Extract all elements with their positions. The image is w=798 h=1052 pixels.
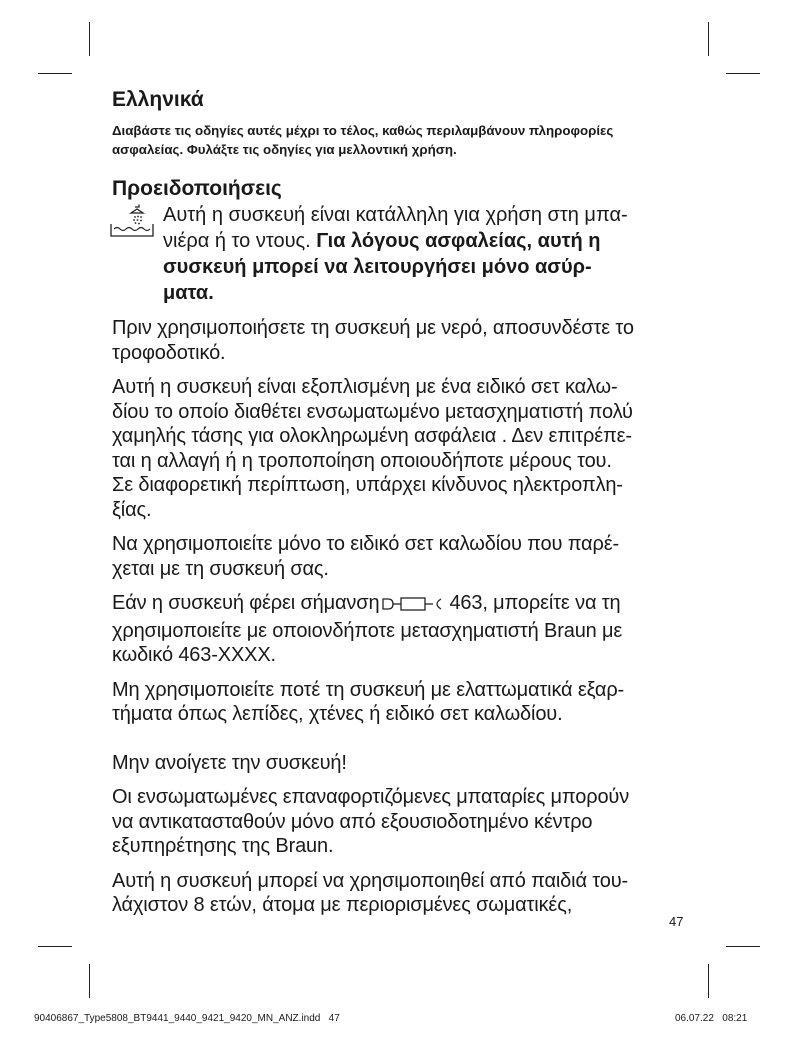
paragraph-do-not-open: Μην ανοίγετε την συσκευή! xyxy=(112,751,347,774)
bath-shower-icon xyxy=(109,202,163,243)
paragraph-use-cord: Να χρησιμοποιείτε μόνο το ειδικό σετ καλωδίου που παρέ- χεται με τη συσκευή σας. xyxy=(112,533,619,580)
crop-mark-top-left xyxy=(89,22,90,56)
crop-mark-top-right-h xyxy=(726,73,760,74)
page-content xyxy=(112,88,692,918)
paragraph-defective-parts: Μη χρησιμοποιείτε ποτέ τη συσκευή με ελαττωματικά εξαρ- τήματα όπως λεπίδες, χτένες ή ειδικό σετ καλωδίου. xyxy=(112,678,625,725)
footer-file-name: 90406867_Type5808_BT9441_9440_9421_9420_MN_ANZ.indd 47 xyxy=(34,1013,340,1024)
crop-mark-bottom-right-h xyxy=(726,946,760,947)
crop-mark-top-right xyxy=(708,22,709,56)
page-number: 47 xyxy=(669,914,684,929)
crop-mark-top-left-h xyxy=(38,73,72,74)
paragraph-disconnect: Πριν χρησιμοποιήσετε τη συσκευή με νερό, αποσυνδέστε το τροφοδοτικό. xyxy=(112,317,634,364)
crop-mark-bottom-left-h xyxy=(38,946,72,947)
section-title: Προειδοποιήσεις xyxy=(112,177,282,200)
paragraph-cord-set: Αυτή η συσκευή είναι εξοπλισμένη με ένα ειδικό σετ καλω- δίου το οποίο διαθέτει ενσωματωμένο μετασχηματιστή πολύ χαμηλής τάσης για ολοκληρωμένη ασφάλεια . Δεν επιτρέπε- ται η αλλαγή ή η τροποποίηση οποιουδήποτε μέρους του. Σε διαφορετική περίπτωση, υπάρχει κίνδυνος ηλεκτροπλη- ξίας. xyxy=(112,376,633,521)
paragraph-batteries: Οι ενσωματωμένες επαναφορτιζόμενες μπαταρίες μπορούν να αντικατασταθούν μόνο από εξουσιοδοτημένο κέντρο εξυπηρέτησης της Braun. xyxy=(112,786,630,857)
plug-463-icon xyxy=(381,594,447,619)
footer-timestamp: 06.07.22 08:21 xyxy=(675,1013,748,1024)
intro-text: Διαβάστε τις οδηγίες αυτές μέχρι το τέλος, καθώς περιλαμβάνουν πληροφορίες ασφαλείας. Φυλάξτε τις οδηγίες για μελλοντική χρήση. xyxy=(112,123,614,157)
paragraph-463-marking: Εάν η συσκευή φέρει σήμανση 463, μπορείτε να τη χρησιμοποιείτε με οποιονδήποτε μετασχηματιστή Braun με κωδικό 463-XXXX. xyxy=(112,592,623,666)
crop-mark-bottom-left xyxy=(89,964,90,998)
paragraph-children: Αυτή η συσκευή μπορεί να χρησιμοποιηθεί από παιδιά του- λάχιστον 8 ετών, άτομα με περιορισμένες σωματικές, xyxy=(112,869,629,916)
language-title: Ελληνικά xyxy=(112,88,204,111)
bath-warning xyxy=(112,202,692,306)
crop-mark-bottom-right xyxy=(708,964,709,998)
warning-text: Αυτή η συσκευή είναι κατάλληλη για χρήση στη μπα- νιέρα ή το ντους. Για λόγους ασφαλείας, αυτή η συσκευή μπορεί να λειτουργήσει μόνο ασύρ- ματα. xyxy=(163,204,628,304)
